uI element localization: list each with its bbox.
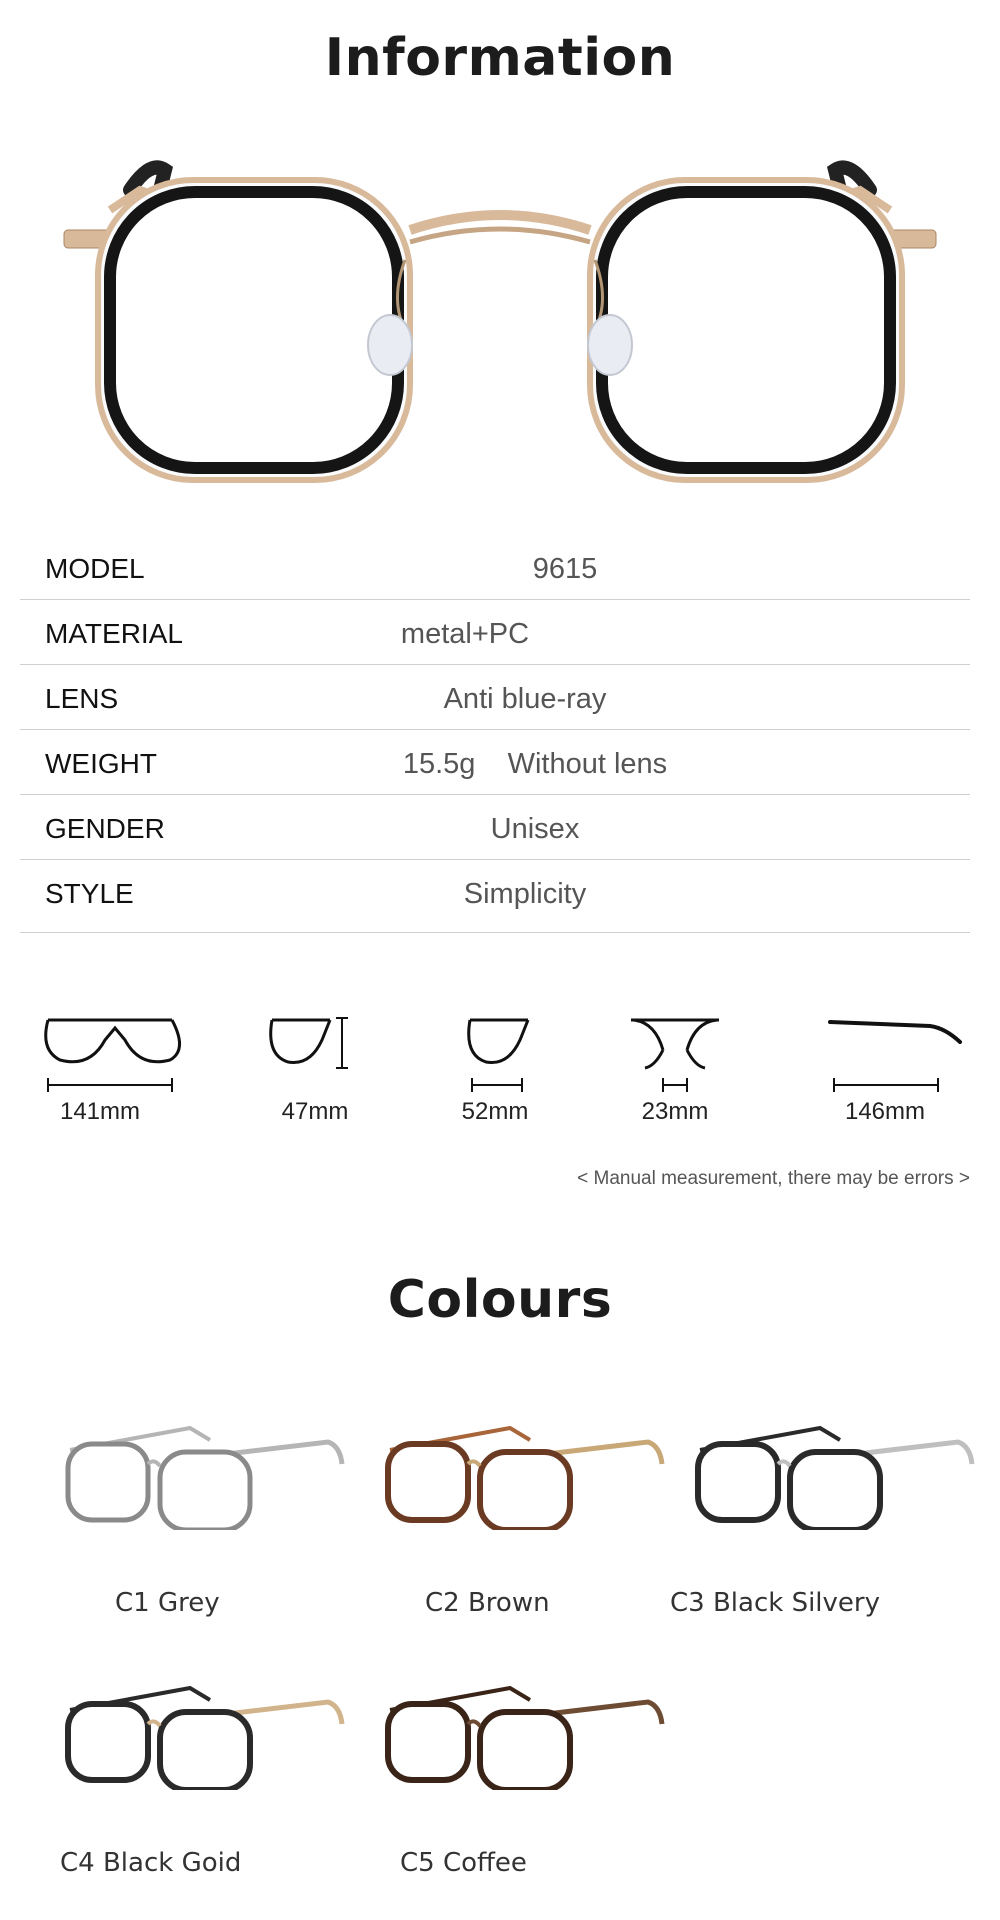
glasses-brown-image — [380, 1420, 670, 1530]
spec-row-weight — [20, 730, 970, 795]
colours-heading: Colours — [387, 1270, 613, 1330]
lens-width-icon — [410, 1000, 590, 1095]
spec-value: Anti blue-ray — [443, 683, 607, 715]
spec-value: Simplicity — [463, 878, 587, 910]
spec-label: MATERIAL — [45, 618, 183, 649]
dimension-bridge-width — [585, 1000, 765, 1130]
dimension-label: 52mm — [461, 1098, 529, 1125]
spec-label: MODEL — [45, 553, 145, 584]
glasses-coffee-image — [380, 1680, 670, 1790]
lens-height-icon — [230, 1000, 410, 1095]
colour-label: C4 Black Goid — [60, 1848, 242, 1878]
dimension-lens-width — [410, 1000, 590, 1130]
temple-length-icon — [800, 1000, 980, 1095]
colour-option-c1[interactable] — [60, 1420, 370, 1660]
spec-row-style — [20, 860, 970, 933]
colour-option-c4[interactable] — [60, 1680, 370, 1920]
spec-value: Unisex — [490, 813, 580, 845]
frame-width-icon — [30, 1000, 210, 1095]
information-heading: Information — [324, 28, 676, 88]
dimension-lens-height — [230, 1000, 410, 1130]
dimension-label: 47mm — [281, 1098, 349, 1125]
spec-row-material — [20, 600, 970, 665]
colour-option-c3[interactable] — [670, 1420, 1000, 1660]
dimension-frame-width — [30, 1000, 210, 1130]
spec-value: 9615 — [532, 553, 598, 585]
colour-option-c5[interactable] — [380, 1680, 690, 1920]
glasses-grey-image — [60, 1420, 350, 1530]
spec-label: STYLE — [45, 878, 134, 909]
colour-label: C5 Coffee — [400, 1848, 527, 1878]
dimension-row — [30, 1000, 980, 1130]
dimension-label: 146mm — [844, 1098, 926, 1125]
spec-label: LENS — [45, 683, 119, 714]
dimension-temple-length — [800, 1000, 980, 1130]
spec-table — [20, 535, 970, 933]
spec-value: 15.5g Without lens — [402, 748, 668, 780]
colour-option-c2[interactable] — [380, 1420, 690, 1660]
glasses-black-gold-image — [60, 1680, 350, 1790]
dimension-label: 23mm — [641, 1098, 709, 1125]
colour-label: C3 Black Silvery — [670, 1588, 880, 1618]
glasses-black-silvery-image — [690, 1420, 980, 1530]
spec-label: GENDER — [45, 813, 165, 844]
spec-row-lens — [20, 665, 970, 730]
dimension-label: 141mm — [59, 1098, 141, 1125]
measurement-note: < Manual measurement, there may be errors > — [577, 1168, 970, 1189]
colour-label: C2 Brown — [425, 1588, 550, 1618]
spec-row-model — [20, 535, 970, 600]
spec-value: metal+PC — [400, 618, 530, 650]
colour-label: C1 Grey — [115, 1588, 220, 1618]
spec-row-gender — [20, 795, 970, 860]
glasses-front-image — [60, 150, 940, 510]
bridge-width-icon — [585, 1000, 765, 1095]
spec-label: WEIGHT — [45, 748, 157, 779]
